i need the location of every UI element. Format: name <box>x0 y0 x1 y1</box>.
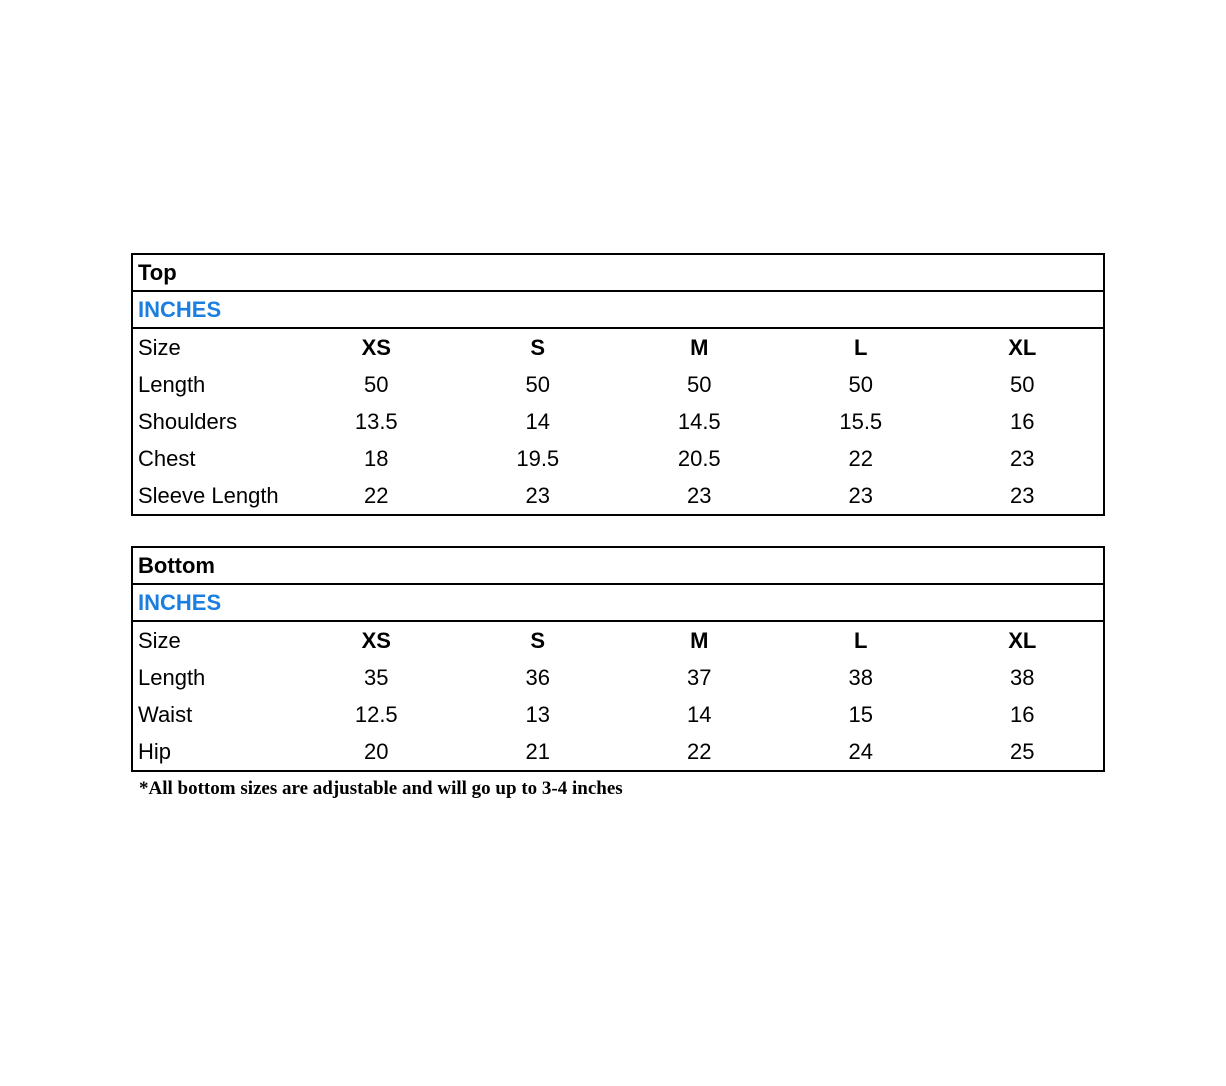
top-size-m: M <box>690 335 709 360</box>
table-cell: 19.5 <box>516 446 560 471</box>
top-size-xl: XL <box>1008 335 1037 360</box>
table-cell: 35 <box>364 665 389 690</box>
top-row-chest <box>133 440 1103 477</box>
table-cell: 50 <box>525 372 550 397</box>
top-size-chart <box>131 253 1105 516</box>
table-cell: 15 <box>848 702 873 727</box>
bottom-size-m: M <box>690 628 709 653</box>
table-cell: 22 <box>687 739 712 764</box>
row-label: Sleeve Length <box>138 483 279 508</box>
bottom-size-chart <box>131 546 1105 772</box>
table-cell: 14.5 <box>677 409 721 434</box>
table-cell: 25 <box>1010 739 1035 764</box>
adjustable-sizes-footnote: *All bottom sizes are adjustable and will go up to 3-4 inches <box>139 778 623 799</box>
row-label: Length <box>138 372 206 397</box>
bottom-size-s: S <box>530 628 546 653</box>
top-unit-label: INCHES <box>138 297 222 322</box>
top-size-s: S <box>530 335 546 360</box>
table-cell: 16 <box>1010 409 1035 434</box>
table-cell: 24 <box>848 739 873 764</box>
top-row-length <box>133 366 1103 403</box>
row-label: Waist <box>138 702 193 727</box>
bottom-size-xl: XL <box>1008 628 1037 653</box>
table-cell: 13 <box>525 702 550 727</box>
table-cell: 20 <box>364 739 389 764</box>
table-cell: 50 <box>687 372 712 397</box>
table-cell: 23 <box>687 483 712 508</box>
bottom-row-hip <box>133 733 1103 770</box>
row-label: Hip <box>138 739 172 764</box>
table-cell: 22 <box>848 446 873 471</box>
table-cell: 23 <box>525 483 550 508</box>
table-cell: 38 <box>848 665 873 690</box>
top-row-sleeve-length <box>133 477 1103 514</box>
table-cell: 23 <box>848 483 873 508</box>
table-cell: 13.5 <box>354 409 398 434</box>
row-label: Chest <box>138 446 196 471</box>
top-title: Top <box>138 260 177 285</box>
table-cell: 14 <box>687 702 712 727</box>
bottom-unit-label: INCHES <box>138 590 222 615</box>
table-cell: 12.5 <box>354 702 398 727</box>
top-header-label: Size <box>138 335 181 360</box>
row-label: Length <box>138 665 206 690</box>
top-size-xs: XS <box>361 335 391 360</box>
table-cell: 50 <box>1010 372 1035 397</box>
table-cell: 20.5 <box>677 446 721 471</box>
top-row-shoulders <box>133 403 1103 440</box>
bottom-size-l: L <box>854 628 868 653</box>
top-header-row <box>133 329 1103 366</box>
table-cell: 50 <box>848 372 873 397</box>
top-title-row <box>133 255 1103 292</box>
table-cell: 21 <box>525 739 550 764</box>
bottom-row-waist <box>133 696 1103 733</box>
table-cell: 38 <box>1010 665 1035 690</box>
table-cell: 37 <box>687 665 712 690</box>
bottom-unit-row <box>133 585 1103 622</box>
table-cell: 18 <box>364 446 389 471</box>
table-cell: 15.5 <box>839 409 883 434</box>
table-cell: 22 <box>364 483 389 508</box>
table-cell: 50 <box>364 372 389 397</box>
table-cell: 23 <box>1010 483 1035 508</box>
bottom-title-row <box>133 548 1103 585</box>
table-cell: 16 <box>1010 702 1035 727</box>
bottom-header-label: Size <box>138 628 181 653</box>
bottom-row-length <box>133 659 1103 696</box>
table-cell: 23 <box>1010 446 1035 471</box>
top-size-l: L <box>854 335 868 360</box>
row-label: Shoulders <box>138 409 238 434</box>
bottom-title: Bottom <box>138 553 215 578</box>
top-unit-row <box>133 292 1103 329</box>
table-cell: 36 <box>525 665 550 690</box>
bottom-size-xs: XS <box>361 628 391 653</box>
bottom-header-row <box>133 622 1103 659</box>
table-cell: 14 <box>525 409 550 434</box>
